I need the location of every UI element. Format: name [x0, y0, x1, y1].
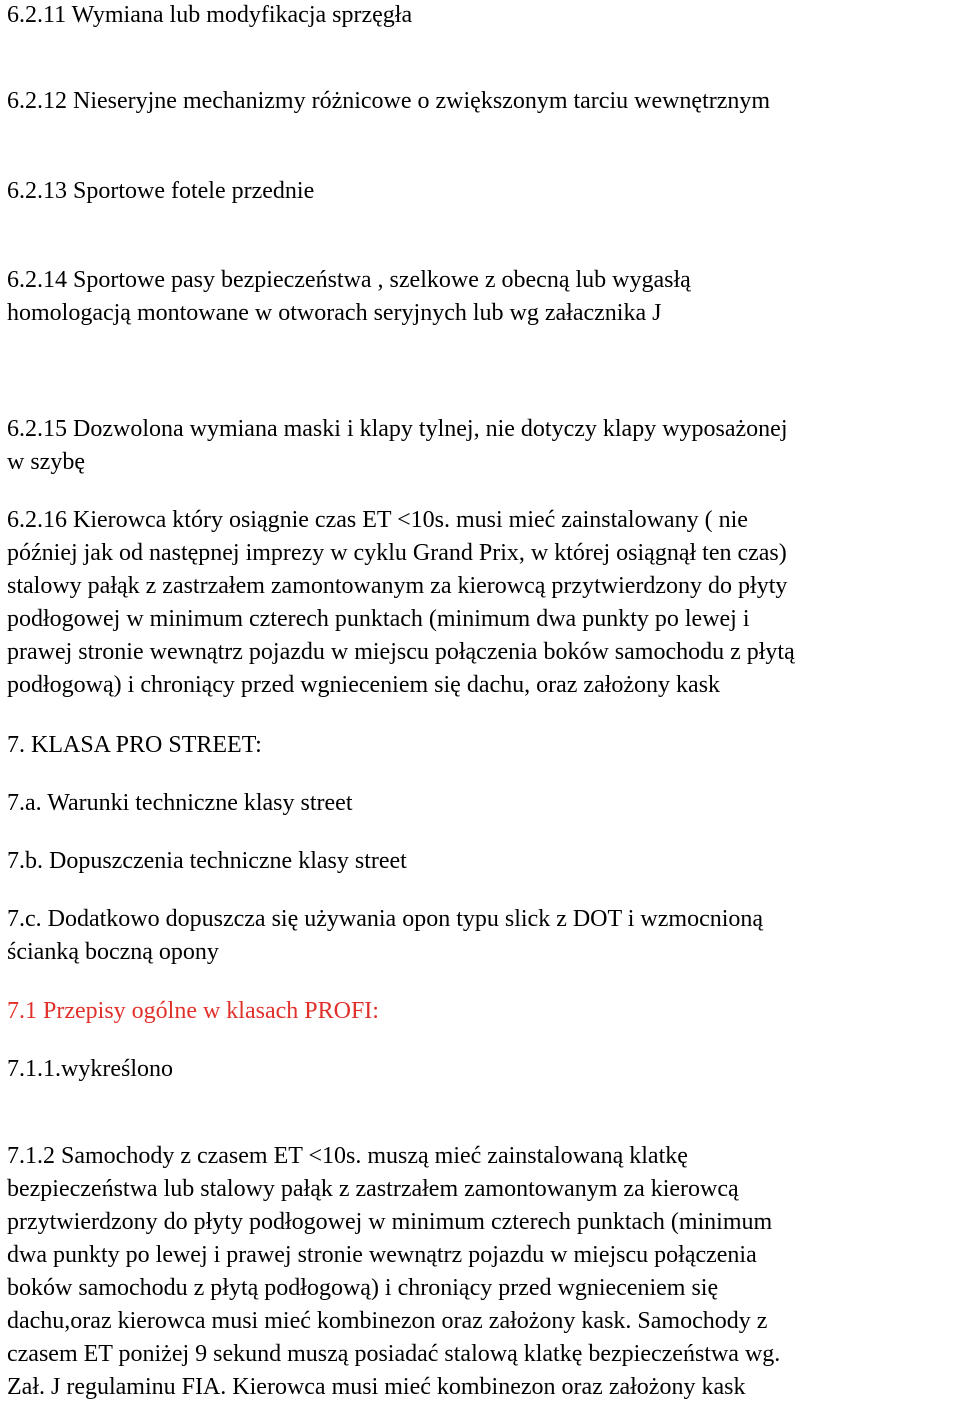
paragraph-7-a: 7.a. Warunki techniczne klasy street	[7, 790, 353, 816]
section-heading-7: 7. KLASA PRO STREET:	[7, 732, 262, 758]
text-line: podłogową) i chroniący przed wgnieceniem się dachu, oraz założony kask	[7, 672, 721, 698]
text-line: bezpieczeństwa lub stalowy pałąk z zastrzałem zamontowanym za kierowcą	[7, 1176, 739, 1202]
text-line: Zał. J regulaminu FIA. Kierowca musi mieć kombinezon oraz założony kask	[7, 1374, 746, 1400]
text-line: podłogowej w minimum czterech punktach (minimum dwa punkty po lewej i	[7, 606, 750, 632]
paragraph-7-1-1: 7.1.1.wykreślono	[7, 1056, 173, 1082]
paragraph-6-2-13: 6.2.13 Sportowe fotele przednie	[7, 178, 315, 204]
paragraph-6-2-12: 6.2.12 Nieseryjne mechanizmy różnicowe o zwiększonym tarciu wewnętrznym	[7, 88, 771, 114]
text-line: później jak od następnej imprezy w cyklu Grand Prix, w której osiągnął ten czas)	[7, 540, 787, 566]
text-line: 7.1.2 Samochody z czasem ET <10s. muszą mieć zainstalowaną klatkę	[7, 1143, 688, 1169]
paragraph-7-1-2	[7, 1140, 780, 1404]
text-line: 6.2.16 Kierowca który osiągnie czas ET <10s. musi mieć zainstalowany ( nie	[7, 507, 748, 533]
section-heading-7-1: 7.1 Przepisy ogólne w klasach PROFI:	[7, 998, 379, 1024]
text-line: stalowy pałąk z zastrzałem zamontowanym za kierowcą przytwierdzony do płyty	[7, 573, 788, 599]
text-line: prawej stronie wewnątrz pojazdu w miejscu połączenia boków samochodu z płytą	[7, 639, 795, 665]
text-line: homologacją montowane w otworach seryjnych lub wg załacznika J	[7, 300, 662, 326]
text-line: 6.2.15 Dozwolona wymiana maski i klapy tylnej, nie dotyczy klapy wyposażonej	[7, 416, 788, 442]
text-line: 7.c. Dodatkowo dopuszcza się używania opon typu slick z DOT i wzmocnioną	[7, 906, 764, 932]
paragraph-6-2-14	[7, 264, 691, 330]
text-line: dwa punkty po lewej i prawej stronie wewnątrz pojazdu w miejscu połączenia	[7, 1242, 757, 1268]
text-line: boków samochodu z płytą podłogową) i chroniący przed wgnieceniem się	[7, 1275, 719, 1301]
text-line: dachu,oraz kierowca musi mieć kombinezon oraz założony kask. Samochody z	[7, 1308, 768, 1334]
paragraph-6-2-16	[7, 504, 795, 702]
text-line: 6.2.14 Sportowe pasy bezpieczeństwa , szelkowe z obecną lub wygasłą	[7, 267, 691, 293]
paragraph-6-2-11: 6.2.11 Wymiana lub modyfikacja sprzęgła	[7, 2, 413, 28]
paragraph-6-2-15	[7, 413, 788, 479]
text-line: ścianką boczną opony	[7, 939, 219, 965]
text-line: w szybę	[7, 449, 85, 475]
text-line: przytwierdzony do płyty podłogowej w minimum czterech punktach (minimum	[7, 1209, 773, 1235]
paragraph-7-c	[7, 903, 763, 969]
text-line: czasem ET poniżej 9 sekund muszą posiadać stalową klatkę bezpieczeństwa wg.	[7, 1341, 781, 1367]
paragraph-7-b: 7.b. Dopuszczenia techniczne klasy street	[7, 848, 407, 874]
